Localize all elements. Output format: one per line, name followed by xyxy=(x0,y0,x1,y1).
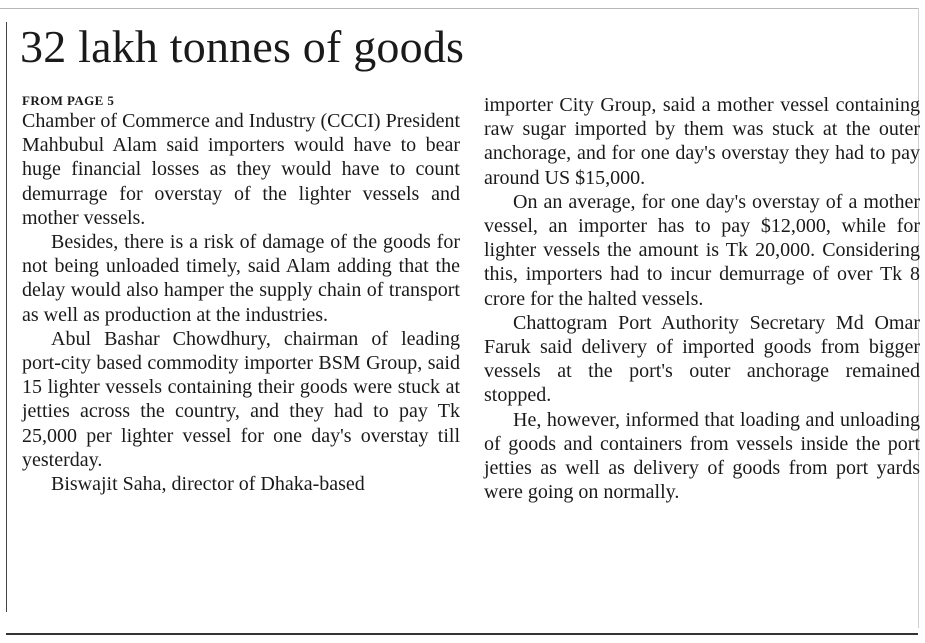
continuation-kicker: FROM PAGE 5 xyxy=(22,93,115,108)
column-left-bar xyxy=(6,22,7,612)
paragraph-3: Abul Bashar Chowdhury, chairman of leading port-city based commodity importer BSM Group, said 15 lighter vessels containing their goods were stuck at jetties across the country, and they had to pay Tk 25,000 per lighter vessel for one day's overstay till yesterday. xyxy=(22,327,460,471)
paragraph-4: Biswajit Saha, director of Dhaka-based xyxy=(51,473,365,496)
paragraph-8: He, however, informed that loading and unloading of goods and containers from vessels inside the port jetties as well as delivery of goods from port yards were going on normally. xyxy=(484,408,920,504)
paragraph-2: Besides, there is a risk of damage of the goods for not being unloaded timely, said Alam adding that the delay would also hamper the supply chain of transport as well as production at the industries. xyxy=(22,231,460,326)
headline: 32 lakh tonnes of goods xyxy=(20,21,465,72)
article-column-left xyxy=(22,92,460,496)
paragraph-1: Chamber of Commerce and Industry (CCCI) President Mahbubul Alam said importers would have to bear huge financial losses as they would have to count demurrage for overstay of the lighter vessels and mother vessels. xyxy=(22,110,460,229)
article-column-right xyxy=(484,93,920,504)
paragraph-5: importer City Group, said a mother vessel containing raw sugar imported by them was stuck at the outer anchorage, and for one day's overstay they had to pay around US $15,000. xyxy=(484,94,920,189)
paragraph-7: Chattogram Port Authority Secretary Md Omar Faruk said delivery of imported goods from bigger vessels at the port's outer anchorage remained stopped. xyxy=(484,311,920,407)
top-divider xyxy=(0,8,918,9)
bottom-divider xyxy=(6,633,918,635)
paragraph-6: On an average, for one day's overstay of a mother vessel, an importer has to pay $12,000, while for lighter vessels the amount is Tk 20,000. Considering this, importers had to incur demurrage of over Tk 8 crore for the halted vessels. xyxy=(484,190,920,310)
